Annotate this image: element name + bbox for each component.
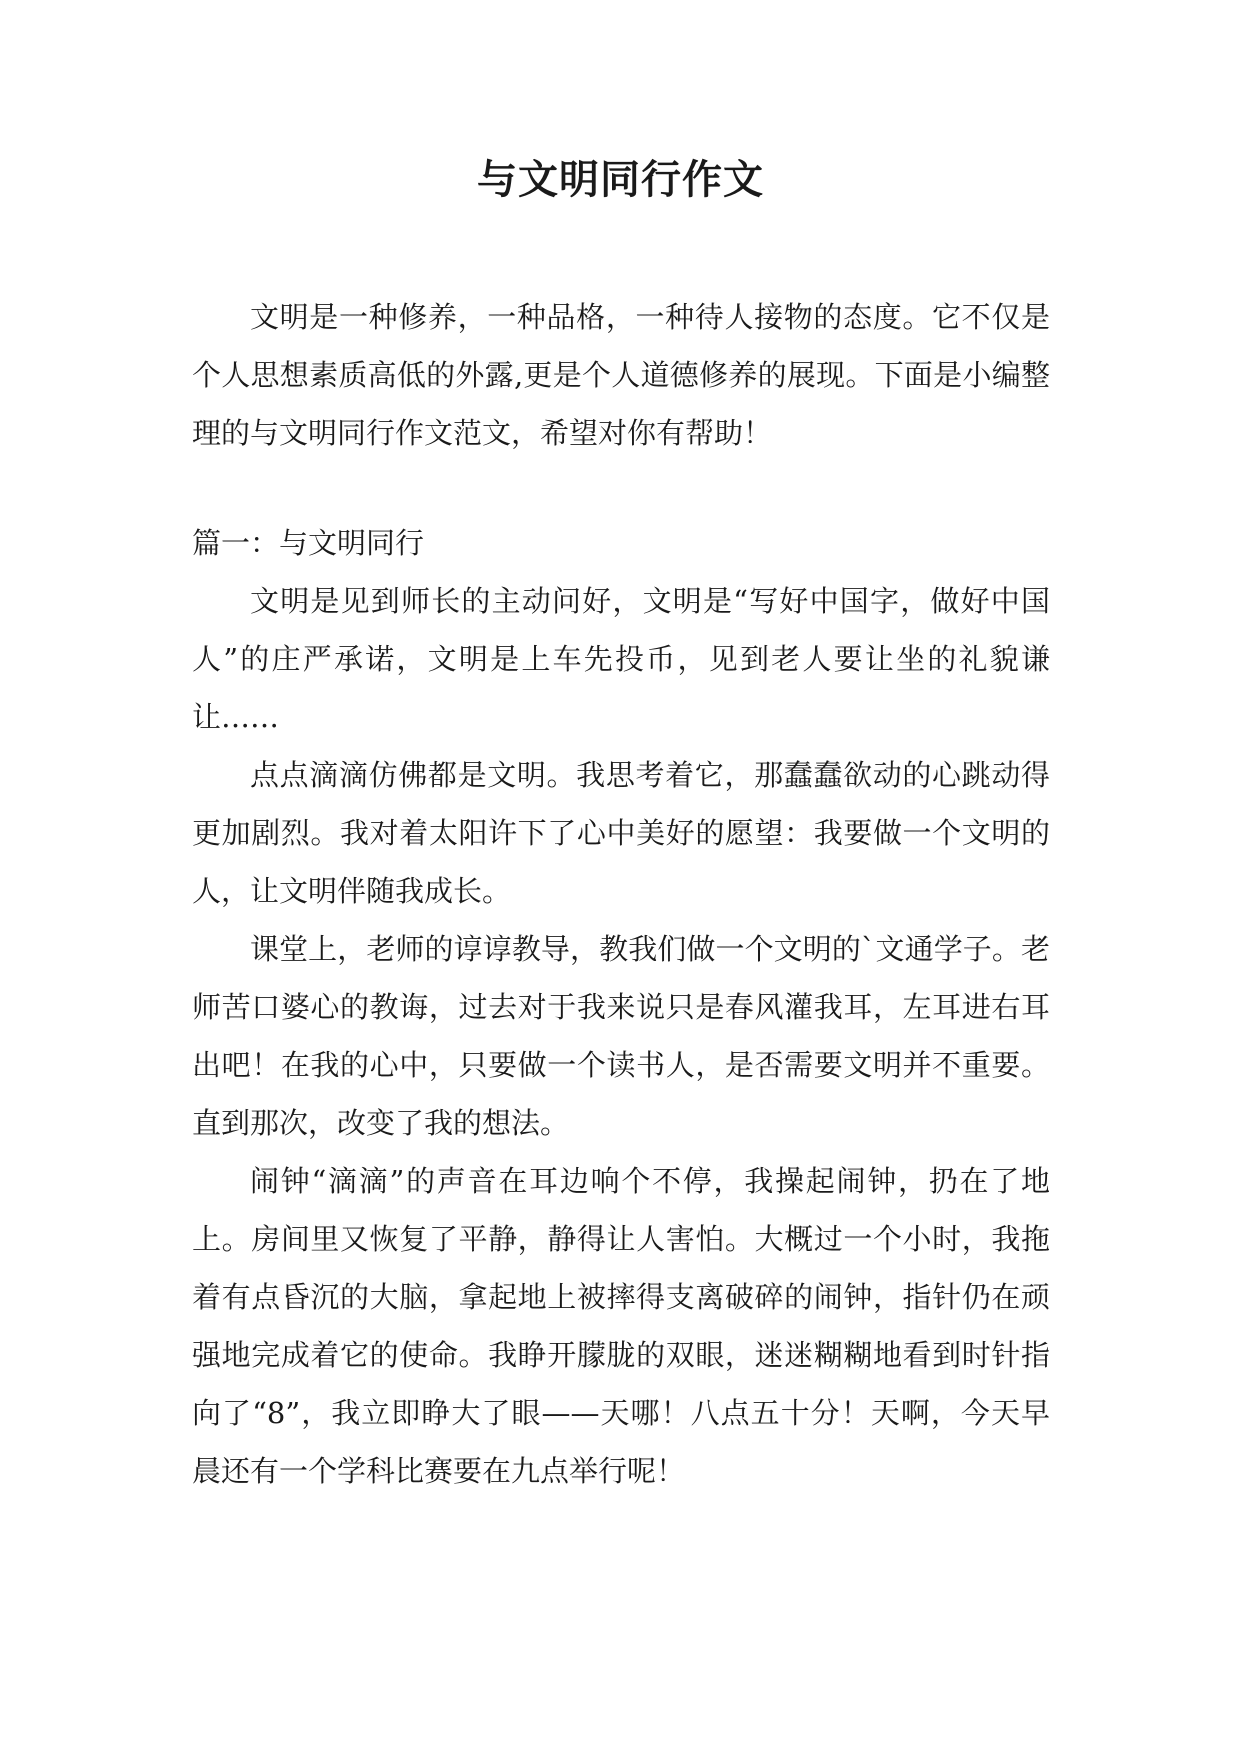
body-paragraph: 闹钟“滴滴”的声音在耳边响个不停，我操起闹钟，扔在了地上。房间里又恢复了平静，静得让人害怕。大概过一个小时，我拖着有点昏沉的大脑，拿起地上被摔得支离破碎的闹钟，指针仍在顽强地完成着它的使命。我睁开朦胧的双眼，迷迷糊糊地看到时针指向了“8”，我立即睁大了眼——天哪！八点五十分！天啊，今天早晨还有一个学科比赛要在九点举行呢！ [192, 1164, 1050, 1488]
body-paragraph: 课堂上，老师的谆谆教导，教我们做一个文明的`文通学子。老师苦口婆心的教诲，过去对于我来说只是春风灌我耳，左耳进右耳出吧！在我的心中，只要做一个读书人，是否需要文明并不重要。直到那次，改变了我的想法。 [192, 932, 1050, 1140]
body-paragraph: 点点滴滴仿佛都是文明。我思考着它，那蠢蠢欲动的心跳动得更加剧烈。我对着太阳许下了心中美好的愿望：我要做一个文明的人，让文明伴随我成长。 [192, 758, 1050, 908]
section-heading: 篇一：与文明同行 [192, 526, 425, 560]
section-spacer [192, 462, 1050, 514]
document-title: 与文明同行作文 [477, 157, 764, 203]
body-paragraph: 文明是见到师长的主动问好，文明是“写好中国字，做好中国人”的庄严承诺，文明是上车先投币，见到老人要让坐的礼貌谦让…… [192, 584, 1050, 734]
document-body [192, 288, 1050, 1500]
intro-paragraph: 文明是一种修养，一种品格，一种待人接物的态度。它不仅是个人思想素质高低的外露,更是个人道德修养的展现。下面是小编整理的与文明同行作文范文，希望对你有帮助！ [192, 300, 1050, 450]
